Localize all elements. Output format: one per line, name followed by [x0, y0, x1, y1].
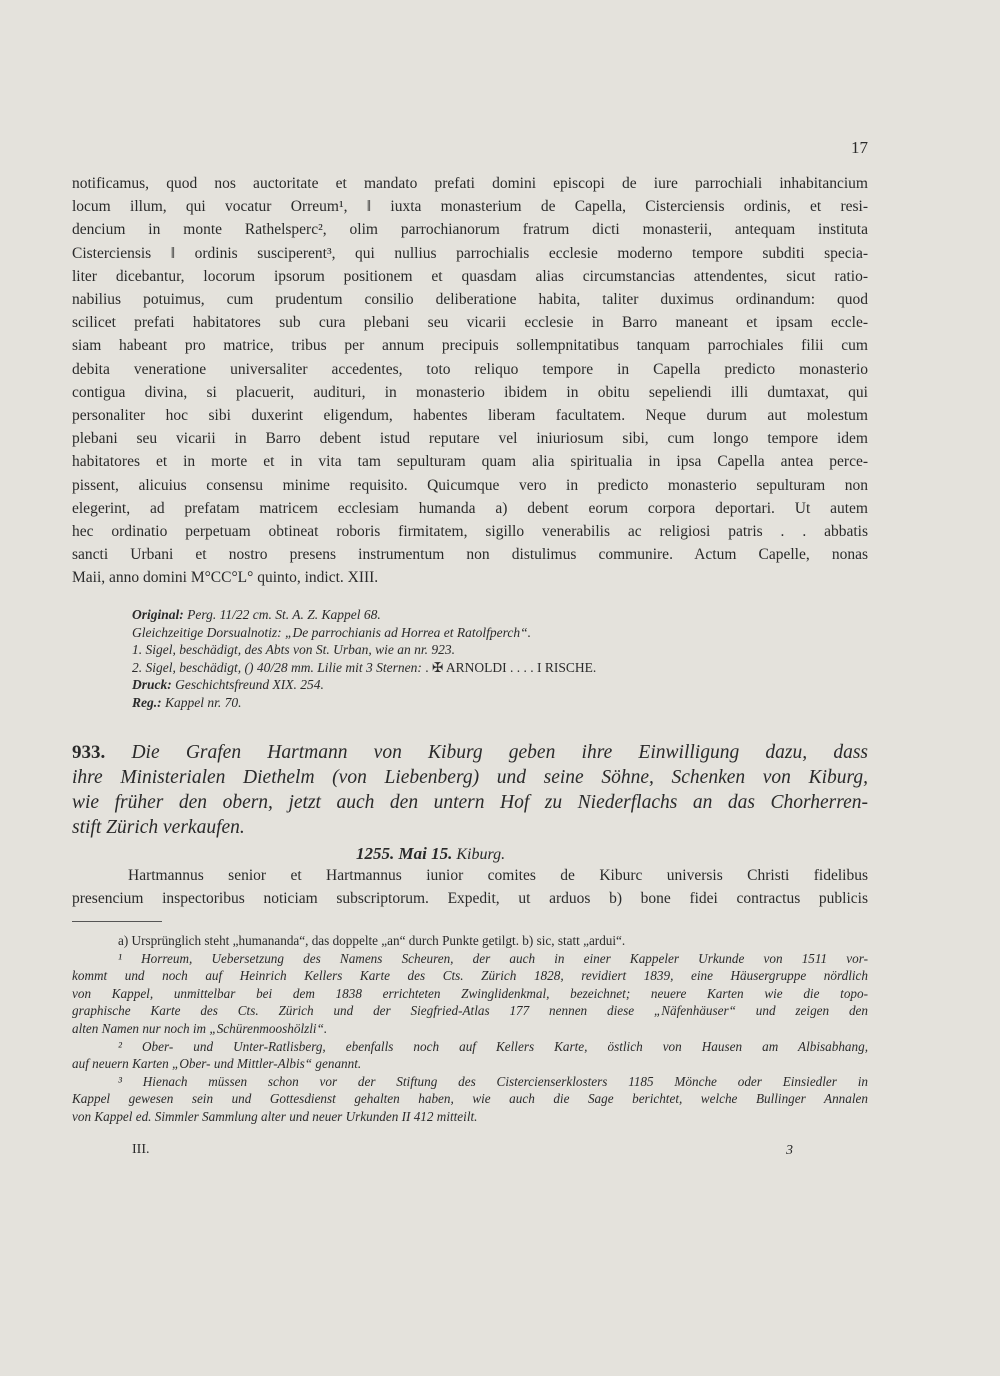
- heading-line: stift Zürich verkaufen.: [72, 817, 245, 838]
- text-line: siam habeant pro matrice, tribus per annum precipuis sollempnitatibus tanquam parrochiales filii cum: [72, 337, 868, 355]
- text-line: Hartmannus senior et Hartmannus iunior comites de Kiburc universis Christi fidelibus: [128, 867, 868, 884]
- text-line: presencium inspectoribus noticiam subscriptorum. Expedit, ut arduos b) bone fidei contractus publicis: [72, 890, 868, 908]
- text-line: contigua divina, si placuerit, audituri, in monasterio ibidem in obitu sepeliendi illi dumtaxat, qui: [72, 383, 868, 401]
- text-line: locum illum, qui vocatur Orreum¹, ‖ iuxta monasterium de Capella, Cisterciensis ordinis, et resi-: [72, 198, 868, 216]
- note-label: Druck:: [132, 677, 172, 693]
- footnote-rule: [72, 921, 162, 922]
- note-druck: [132, 676, 832, 694]
- note-original: [132, 606, 832, 624]
- seal-legend: . ✠ ARNOLDI . . . . I RISCHE.: [425, 659, 597, 675]
- charter-text: [72, 172, 868, 590]
- source-notes: [132, 606, 832, 712]
- footnote-line: graphische Karte des Cts. Zürich und der Siegfried-Atlas 177 nennen diese „Näfenhäuser“ und zeigen den: [72, 1003, 868, 1019]
- text-line: habitatores et in morte et in vita tam sepulturam quam alia spiritualia in ipsa Capella antea perce-: [72, 453, 868, 471]
- note-reg: [132, 694, 832, 712]
- text-line: sancti Urbani et nostro presens instrumentum non distulimus communire. Actum Capelle, nonas: [72, 546, 868, 564]
- document-heading: [72, 740, 868, 840]
- note-label: Original:: [132, 607, 184, 622]
- text-line: personaliter hoc sibi duxerint eligendum, habentes liberam facultatem. Neque durum aut molestum: [72, 407, 868, 425]
- text-line: debita veneratione universaliter accedentes, toto reliquo tempore in Capella predicto monasterio: [72, 360, 868, 378]
- footnote-line: Kappel gewesen sein und Gottesdienst gehalten haben, wie auch die Sage berichtet, welche Bullinger Annalen: [72, 1091, 868, 1107]
- text-line: hec ordinatio perpetuam obtineat roboris firmitatem, sigillo venerabilis ac religiosi patris . . abbatis: [72, 523, 868, 541]
- sheet-signature: 3: [786, 1143, 793, 1158]
- text-line: Maii, anno domini M°CC°L° quinto, indict. XIII.: [72, 569, 379, 587]
- text-line: scilicet prefati habitatores sub cura plebani seu vicarii ecclesie in Barro maneant et ipsam eccle-: [72, 314, 868, 332]
- text-line: Cisterciensis ‖ ordinis susciperent³, qui nullius parrochialis ecclesie moderno tempore subditi specia-: [72, 244, 868, 262]
- footnote-line: ² Ober- und Unter-Ratlisberg, ebenfalls noch auf Kellers Karte, östlich von Hausen am Albisabhang,: [118, 1038, 868, 1054]
- heading-line: ihre Ministerialen Diethelm (von Liebenberg) und seine Söhne, Schenken von Kiburg,: [72, 767, 868, 788]
- text-line: plebani seu vicarii in Barro debent istud reputare vel iniuriosum sibi, cum longo tempore idem: [72, 430, 868, 448]
- document-number: 933.: [72, 742, 106, 763]
- text-line: nabilius potuimus, cum prudentum consilio deliberatione habita, taliter duximus ordinandum: quod: [72, 291, 868, 309]
- note-seal-1: 1. Sigel, beschädigt, des Abts von St. Urban, wie an nr. 923.: [132, 642, 455, 658]
- footnote-line: a) Ursprünglich steht „humananda“, das doppelte „an“ durch Punkte getilgt. b) sic, statt „ardui“.: [118, 933, 626, 948]
- text-line: dencium in monte Rathelsperc², olim parrochianorum fratrum dicti monasterii, antequam instituta: [72, 221, 868, 239]
- document-place: Kiburg.: [456, 846, 506, 863]
- text-line: notificamus, quod nos auctoritate et mandato prefati domini episcopi de iure parrochiali inhabitancium: [72, 175, 868, 192]
- footnotes: [72, 932, 868, 1126]
- text-line: pissent, alicuius consensu minime requisito. Quicumque vero in predicto monasterio sepulturam non: [72, 476, 868, 494]
- footnote-line: von Kappel, unmittelbar bei dem 1838 errichteten Zwinglidenkmal, bezeichnet; neuere Karten wie die topo-: [72, 985, 868, 1001]
- text-line: liter dicebantur, locorum ipsorum positionem et quasdam alias circumstancias attendentes, sicut ratio-: [72, 267, 868, 285]
- note-text: 2. Sigel, beschädigt, () 40/28 mm. Lilie mit 3 Sternen:: [132, 659, 422, 675]
- footnote-line: kommt und noch auf Heinrich Kellers Karte des Cts. Zürich 1828, revidiert 1839, eine Häusergruppe nördlich: [72, 968, 868, 984]
- footnote-line: ¹ Horreum, Uebersetzung des Namens Scheuren, der auch in einer Kappeler Urkunde von 1511 vor-: [118, 950, 868, 966]
- footnote-line: ³ Hienach müssen schon vor der Stiftung des Cistercienserklosters 1185 Mönche oder Einsiedler in: [118, 1073, 868, 1089]
- heading-line: [72, 740, 868, 765]
- page-number: 17: [851, 138, 868, 157]
- note-text: Geschichtsfreund XIX. 254.: [175, 677, 324, 693]
- note-seal-2: [132, 659, 832, 677]
- footnote-line: alten Namen nur noch im „Schürenmooshölzli“.: [72, 1020, 328, 1036]
- text-line: elegerint, ad prefatam matricem ecclesiam humanda a) debent eorum corpora deportari. Ut autem: [72, 499, 868, 517]
- footnote-line: auf neuern Karten „Ober- und Mittler-Albis“ genannt.: [72, 1056, 362, 1072]
- note-text: Perg. 11/22 cm. St. A. Z. Kappel 68.: [187, 607, 381, 622]
- heading-text: Die Grafen Hartmann von Kiburg geben ihre Einwilligung dazu, dass: [131, 742, 868, 763]
- footnote-line: von Kappel ed. Simmler Sammlung alter und neuer Urkunden II 412 mitteilt.: [72, 1108, 478, 1124]
- document-date: 1255. Mai 15.: [356, 844, 453, 863]
- note-label: Reg.:: [132, 694, 162, 710]
- heading-line: wie früher den obern, jetzt auch den untern Hof zu Niederflachs an das Chorherren-: [72, 792, 868, 813]
- date-line: [356, 844, 505, 864]
- volume-signature: III.: [132, 1142, 150, 1157]
- note-text: Kappel nr. 70.: [165, 694, 242, 710]
- note-dorsual: Gleichzeitige Dorsualnotiz: „De parrochianis ad Horrea et Ratolfperch“.: [132, 624, 531, 640]
- charter-text-2: [72, 864, 868, 910]
